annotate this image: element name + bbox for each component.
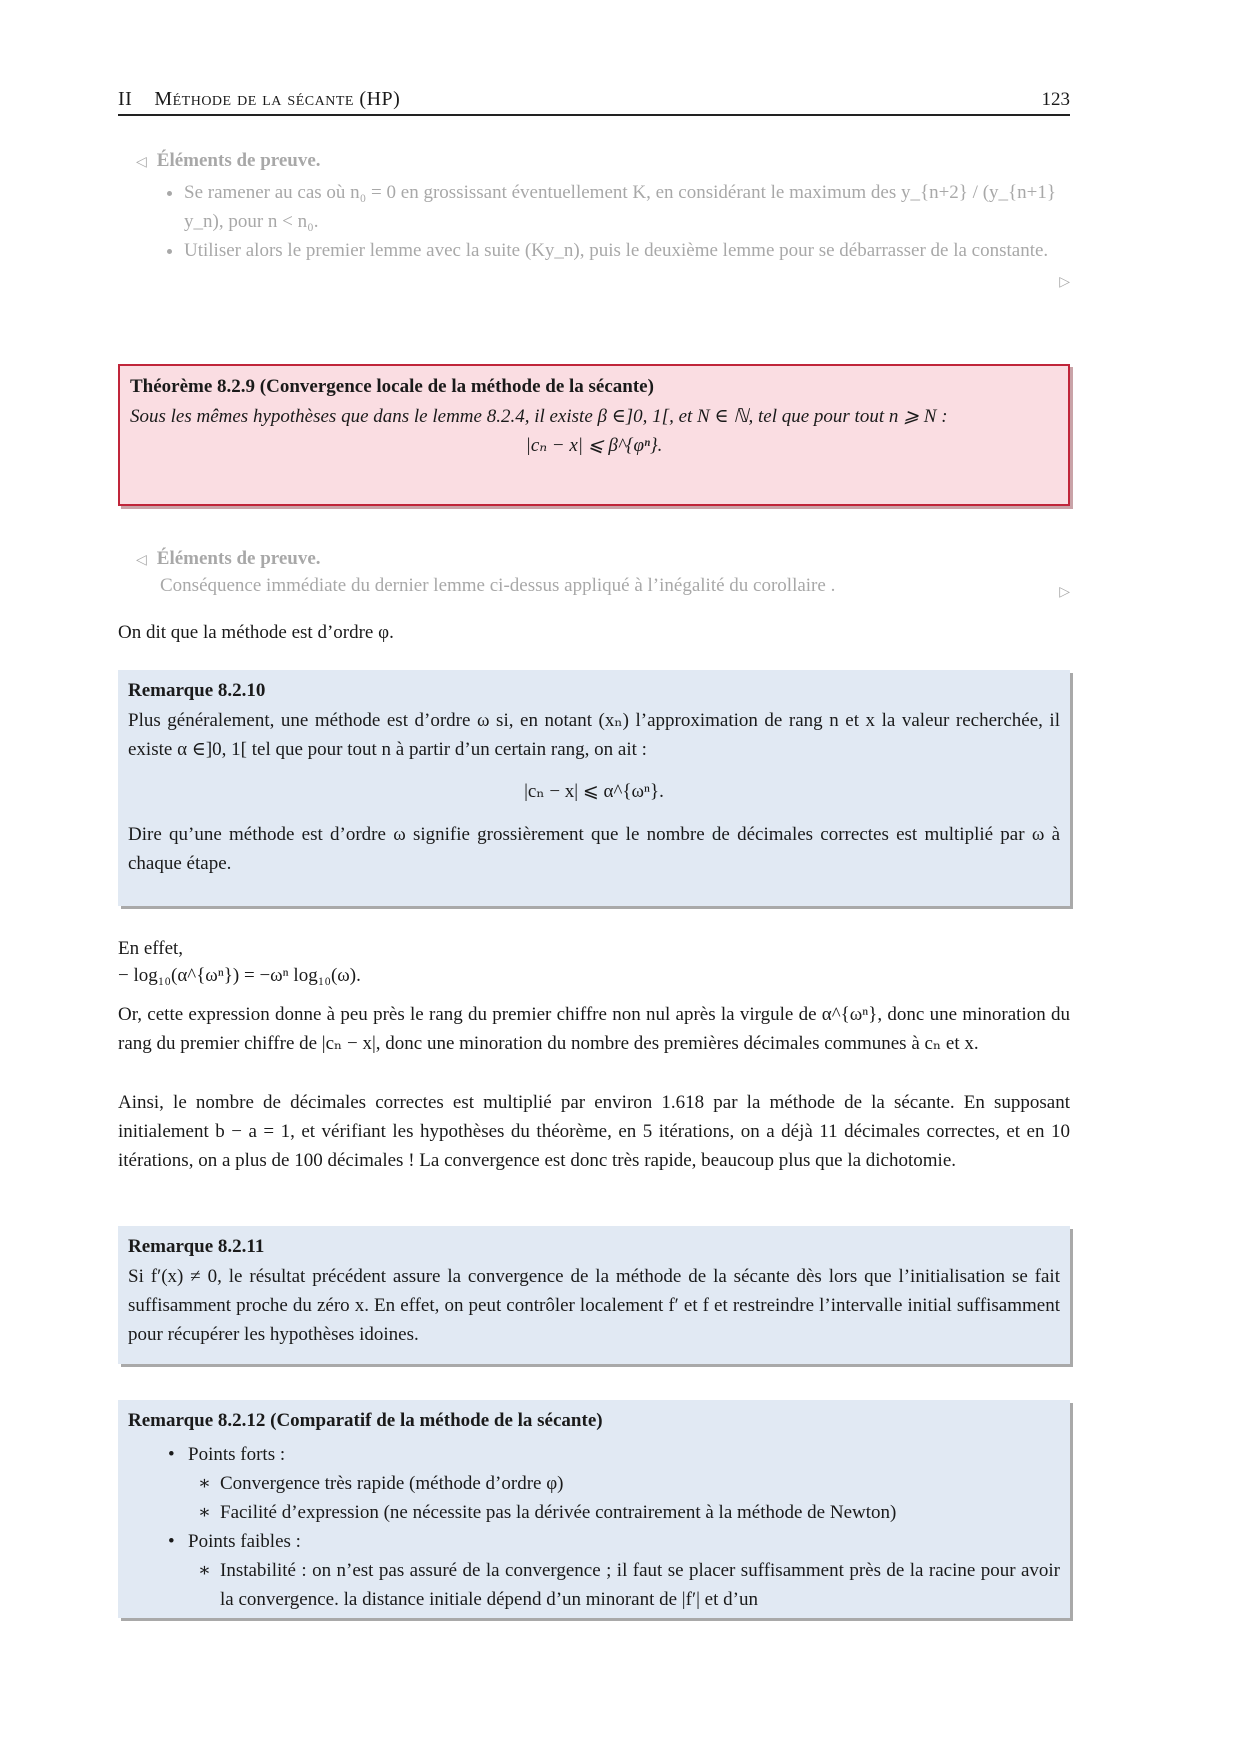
- remark-text: Dire qu’une méthode est d’ordre ω signifie grossièrement que le nombre de décimales correctes est multiplié par ω à chaque étape.: [128, 824, 1060, 874]
- theorem-box: [118, 364, 1070, 506]
- comparison-list: [128, 1440, 1060, 1614]
- open-triangle-icon: ◁: [136, 553, 147, 568]
- theorem-formula: |cₙ − x| ⩽ β^{φⁿ}.: [525, 435, 663, 456]
- remark-box-10: [118, 670, 1070, 906]
- theorem-statement: Sous les mêmes hypothèses que dans le lemme 8.2.4, il existe β ∈]0, 1[, et N ∈ ℕ, tel que pour tout n ⩾ N :: [130, 406, 948, 427]
- close-triangle-icon: ▷: [1059, 275, 1070, 290]
- section-number: II: [118, 88, 133, 110]
- remark-title: Remarque 8.2.10: [128, 680, 266, 701]
- proof-heading: ◁ Éléments de preuve.: [136, 548, 321, 569]
- remark-box-12: [118, 1400, 1070, 1618]
- proof-item: • Utiliser alors le premier lemme avec la suite (Ky_n), puis le deuxième lemme pour se débarrasser de la constante.: [184, 236, 1070, 265]
- remark-box-11: [118, 1226, 1070, 1364]
- order-sentence: On dit que la méthode est d’ordre φ.: [118, 622, 394, 643]
- running-header: [118, 86, 1070, 116]
- proof-block-2: [136, 548, 1070, 608]
- proof-item: • Se ramener au cas où n₀ = 0 en grossissant éventuellement K, en considérant le maximum des y_{n+2} / (y_{n+1} y_n), pour n < n₀.: [184, 178, 1070, 236]
- effet-paragraph: Or, cette expression donne à peu près le rang du premier chiffre non nul après la virgule de α^{ωⁿ}, donc une minoration du rang du premier chiffre de |cₙ − x|, donc une minoration du nombre des premières décimales communes à cₙ et x.: [118, 1004, 1070, 1054]
- section-name: Méthode de la sécante (HP): [154, 88, 401, 110]
- list-item: • Points forts : ∗ Convergence très rapide (méthode d’ordre φ) ∗ Facilité d’expression (ne nécessite pas la dérivée contrairement à la méthode de Newton): [188, 1440, 1060, 1527]
- close-triangle-icon: ▷: [1059, 585, 1070, 600]
- remark-formula: |cₙ − x| ⩽ α^{ωⁿ}.: [524, 781, 664, 802]
- remark-text: Si f′(x) ≠ 0, le résultat précédent assure la convergence de la méthode de la sécante dès lors que l’initialisation se fait suffisamment proche du zéro x. En effet, on peut contrôler localement f′ et f et restreindre l’intervalle initial suffisamment pour récupérer les hypothèses idoines.: [128, 1266, 1060, 1345]
- effet-intro: En effet,: [118, 938, 184, 959]
- proof-text: Conséquence immédiate du dernier lemme ci-dessus appliqué à l’inégalité du corollaire .: [160, 575, 836, 596]
- proof-heading: ◁ Éléments de preuve.: [136, 150, 321, 171]
- list-item: ∗ Instabilité : on n’est pas assuré de la convergence ; il faut se placer suffisamment près de la racine pour avoir la convergence. la distance initiale dépend d’un minorant de |f′| et d’un: [220, 1556, 1060, 1614]
- remark-title: Remarque 8.2.11: [128, 1236, 265, 1257]
- section-title: [118, 88, 400, 114]
- list-item: • Points faibles : ∗ Instabilité : on n’est pas assuré de la convergence ; il faut se placer suffisamment près de la racine pour avoir la convergence. la distance initiale dépend d’un minorant de |f′| et d’un: [188, 1527, 1060, 1614]
- effet-paragraph: Ainsi, le nombre de décimales correctes est multiplié par environ 1.618 par la méthode de la sécante. En supposant initialement b − a = 1, et vérifiant les hypothèses du théorème, en 5 itérations, on a déjà 11 décimales correctes, et en 10 itérations, on a plus de 100 décimales ! La convergence est donc très rapide, beaucoup plus que la dichotomie.: [118, 1092, 1070, 1171]
- theorem-title: Théorème 8.2.9 (Convergence locale de la méthode de la sécante): [130, 376, 654, 397]
- page-number: 123: [1041, 89, 1070, 110]
- effet-formula: − log₁₀(α^{ωⁿ}) = −ωⁿ log₁₀(ω).: [118, 965, 361, 986]
- list-item: ∗ Facilité d’expression (ne nécessite pas la dérivée contrairement à la méthode de Newton): [220, 1498, 1060, 1527]
- remark-title: Remarque 8.2.12 (Comparatif de la méthode de la sécante): [128, 1410, 603, 1431]
- open-triangle-icon: ◁: [136, 155, 147, 170]
- remark-text: Plus généralement, une méthode est d’ordre ω si, en notant (xₙ) l’approximation de rang n et x la valeur recherchée, il existe α ∈]0, 1[ tel que pour tout n à partir d’un certain rang, on ait :: [128, 710, 1060, 760]
- proof-block-1: [136, 150, 1070, 300]
- list-item: ∗ Convergence très rapide (méthode d’ordre φ): [220, 1469, 1060, 1498]
